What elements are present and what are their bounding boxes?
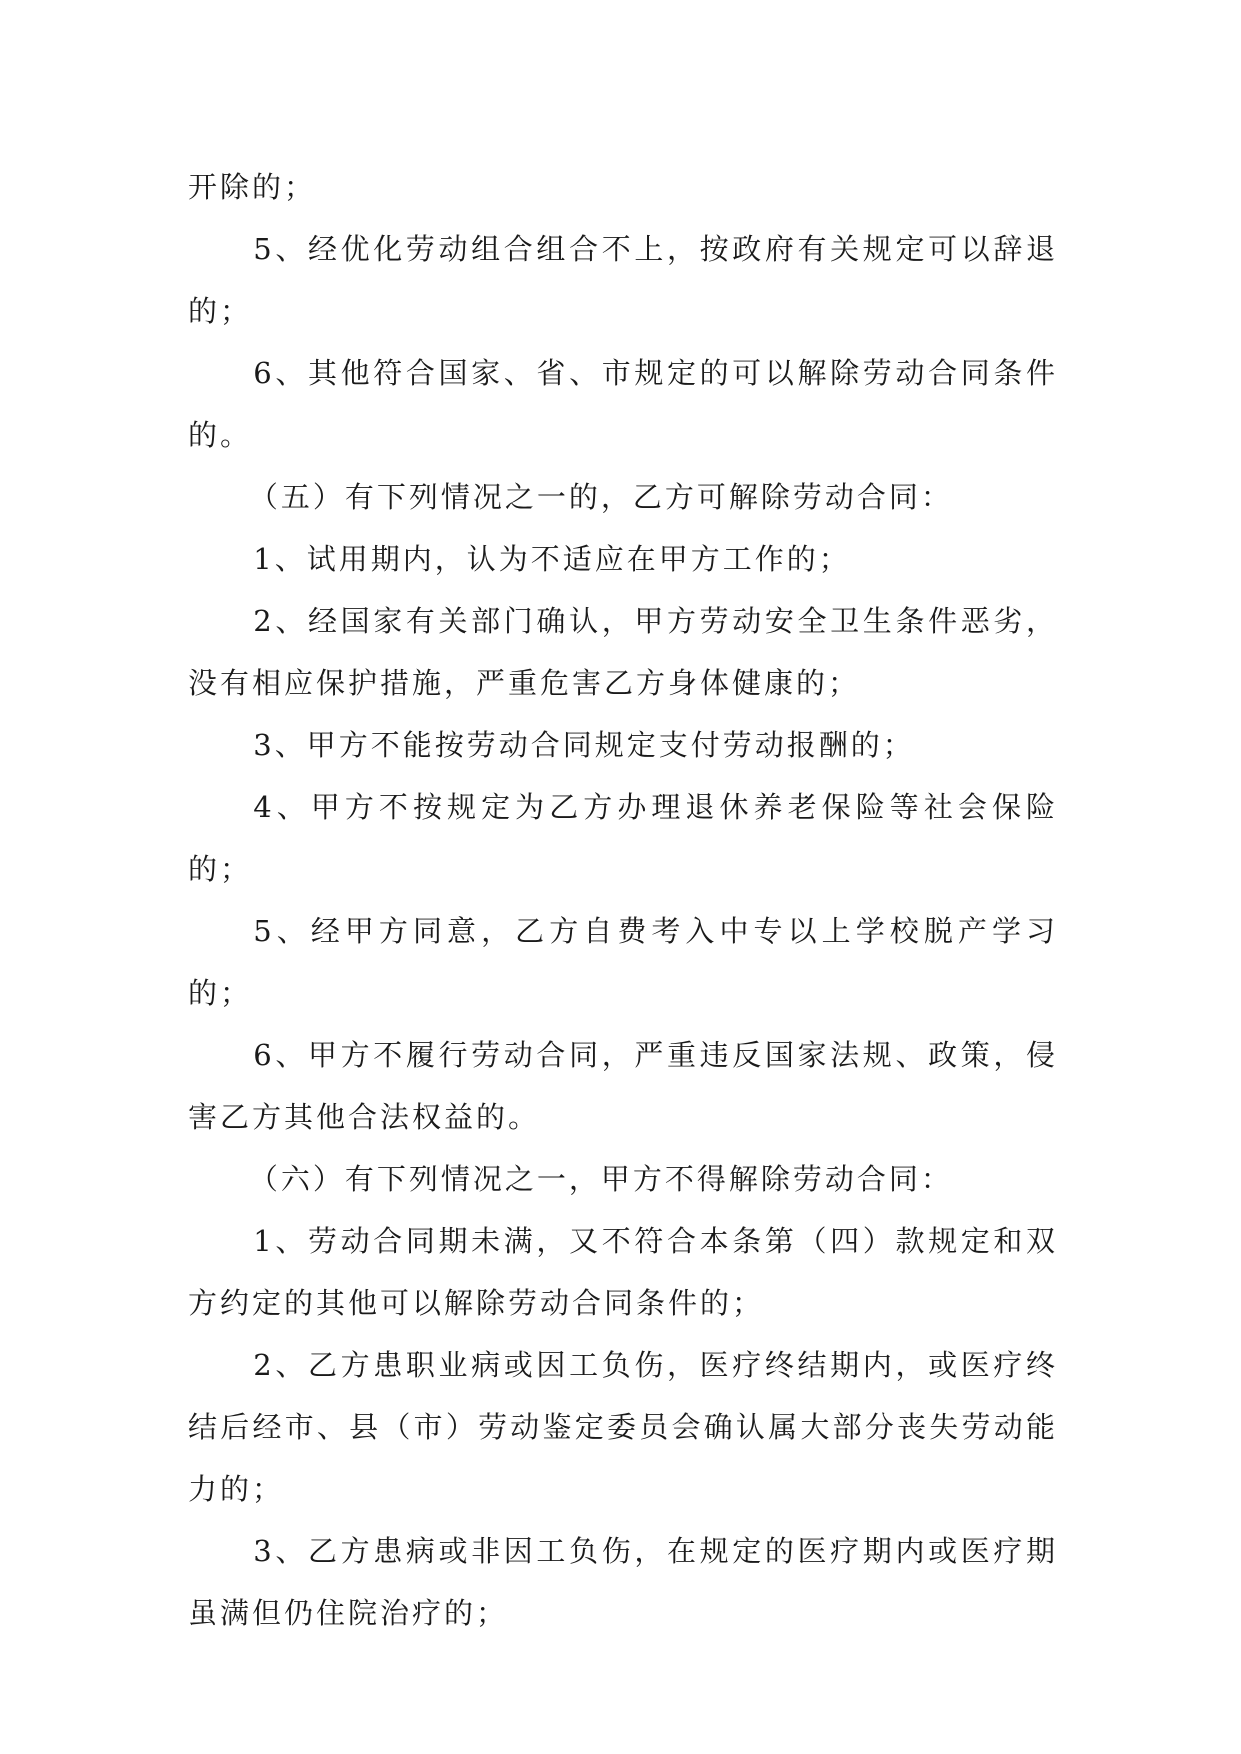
section-heading: （五）有下列情况之一的，乙方可解除劳动合同： [248, 480, 953, 514]
document-body [188, 156, 1058, 1644]
list-item: 6、其他符合国家、省、市规定的可以解除劳动合同条件的。 [188, 356, 1058, 452]
list-item: 2、经国家有关部门确认，甲方劳动安全卫生条件恶劣，没有相应保护措施，严重危害乙方身体健康的； [188, 604, 1058, 700]
list-item: 1、劳动合同期未满，又不符合本条第（四）款规定和双方约定的其他可以解除劳动合同条件的； [188, 1224, 1058, 1320]
list-item: 1、试用期内，认为不适应在甲方工作的； [253, 542, 851, 576]
list-item: 3、甲方不能按劳动合同规定支付劳动报酬的； [253, 728, 915, 762]
list-item: 2、乙方患职业病或因工负伤，医疗终结期内，或医疗终结后经市、县（市）劳动鉴定委员会确认属大部分丧失劳动能力的； [188, 1348, 1058, 1506]
section-heading: （六）有下列情况之一，甲方不得解除劳动合同： [248, 1162, 953, 1196]
list-item: 5、经甲方同意，乙方自费考入中专以上学校脱产学习的； [188, 914, 1058, 1010]
list-item: 4、甲方不按规定为乙方办理退休养老保险等社会保险的； [188, 790, 1058, 886]
list-item: 6、甲方不履行劳动合同，严重违反国家法规、政策，侵害乙方其他合法权益的。 [188, 1038, 1058, 1134]
list-item: 3、乙方患病或非因工负伤，在规定的医疗期内或医疗期虽满但仍住院治疗的； [188, 1534, 1058, 1630]
list-item: 5、经优化劳动组合组合不上，按政府有关规定可以辞退的； [188, 232, 1058, 328]
paragraph-continuation: 开除的； [188, 170, 317, 204]
